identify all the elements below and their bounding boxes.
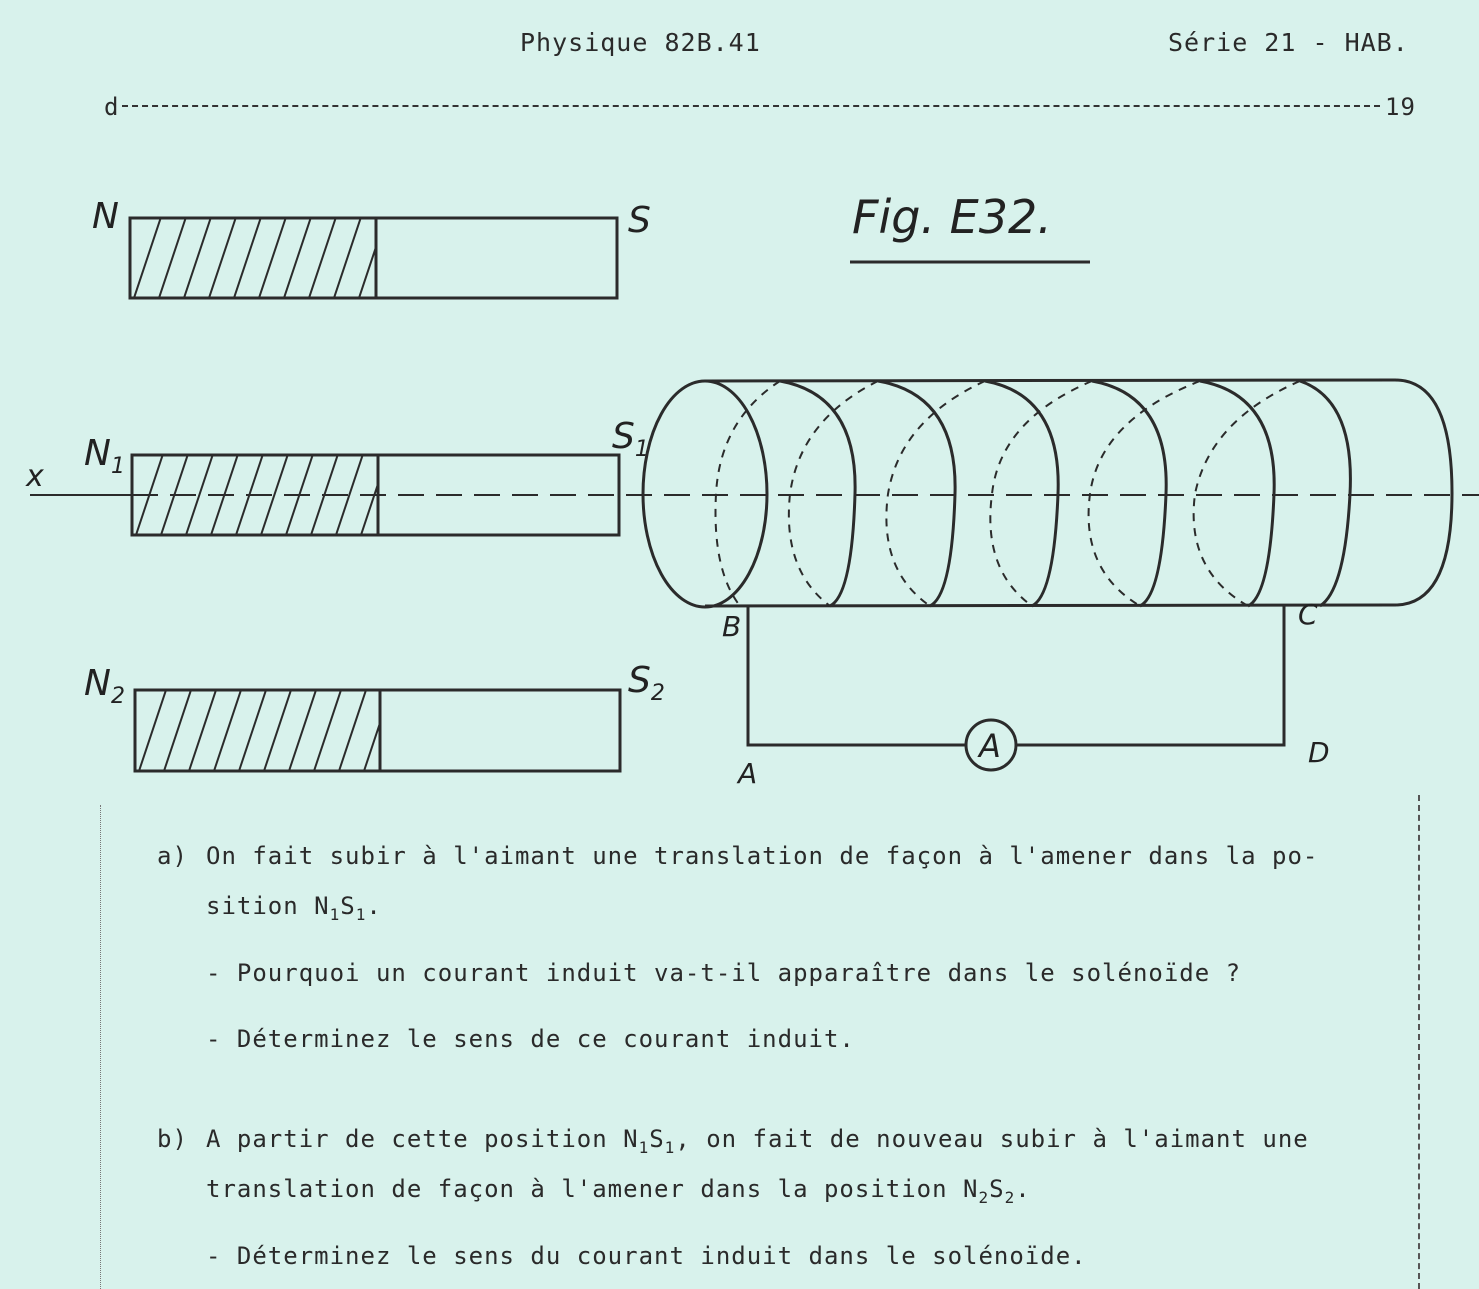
ammeter-label: A — [979, 727, 1001, 765]
question-a-line1: On fait subir à l'aimant une translation de façon à l'amener dans la po- — [206, 842, 1319, 870]
magnet-n2s2 — [135, 678, 620, 783]
label-s1: $S_1$ — [612, 416, 649, 462]
label-c: C — [1298, 598, 1318, 631]
magnet-hatching — [135, 678, 395, 783]
question-a-line2: sition $N_1S_1$. — [206, 892, 382, 924]
circuit — [748, 606, 1284, 770]
question-a-item1: - Pourquoi un courant induit va-t-il apparaître dans le solénoïde ? — [206, 959, 1242, 987]
magnet-ns — [130, 205, 617, 310]
question-b-item1: - Déterminez le sens du courant induit dans le solénoïde. — [206, 1242, 1087, 1270]
question-a-marker: a) — [157, 842, 188, 870]
label-b: B — [722, 610, 742, 643]
header-page-number: 19 — [1385, 93, 1416, 121]
header-rule-left: d — [104, 93, 120, 121]
margin-rule-left — [100, 805, 101, 1289]
question-b-marker: b) — [157, 1125, 188, 1153]
label-a: A — [738, 757, 758, 790]
label-n: N — [92, 196, 119, 237]
header-course: Physique 82B.41 — [520, 28, 761, 57]
solenoid — [643, 380, 1452, 607]
axis-label-x: x — [26, 459, 44, 494]
label-s2: $S_2$ — [628, 660, 665, 706]
label-n1: $N_1$ — [84, 433, 125, 479]
question-b-line2: translation de façon à l'amener dans la position $N_2S_2$. — [206, 1175, 1031, 1207]
figure-title: Fig. E32. — [852, 190, 1052, 244]
magnet-hatching — [130, 205, 390, 310]
question-a-item2: - Déterminez le sens de ce courant induit. — [206, 1025, 855, 1053]
header-series: Série 21 - HAB. — [1168, 28, 1409, 57]
label-d: D — [1308, 736, 1330, 769]
magnet-n1s1 — [132, 442, 619, 547]
label-s: S — [628, 200, 651, 241]
question-b-line1: A partir de cette position $N_1S_1$, on fait de nouveau subir à l'aimant une — [206, 1125, 1309, 1157]
label-n2: $N_2$ — [84, 663, 125, 709]
margin-rule-right — [1418, 795, 1420, 1289]
